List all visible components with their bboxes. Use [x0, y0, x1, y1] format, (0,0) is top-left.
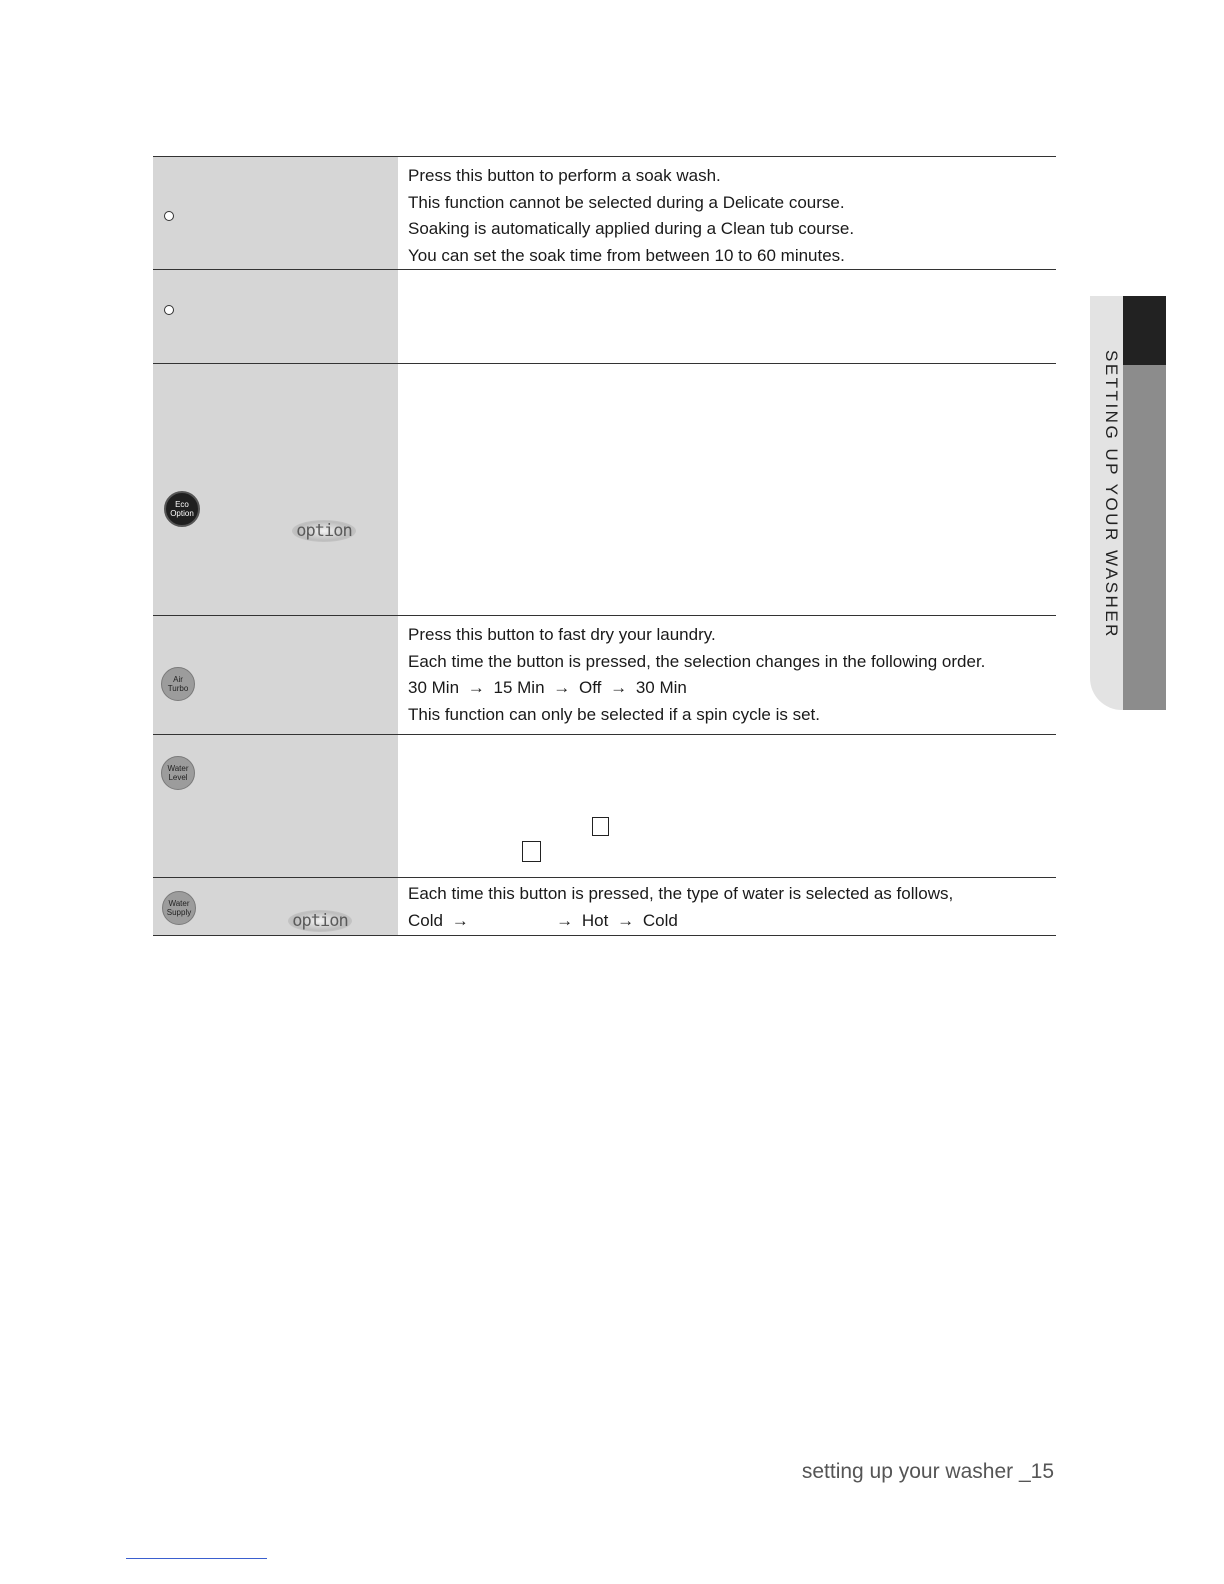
option-badge: option: [292, 520, 356, 542]
water-level-label-2: Level: [168, 773, 188, 782]
row-eco-option-description: [398, 364, 1056, 615]
text-line: Each time the button is pressed, the selection changes in the following order.: [408, 651, 986, 671]
chapter-tab-bar: [1123, 365, 1166, 710]
eco-option-label-1: Eco: [175, 500, 189, 509]
text-line: Soaking is automatically applied during a Clean tub course.: [408, 219, 855, 238]
arrow-right-icon: →: [610, 678, 628, 697]
sequence-line: [408, 675, 1056, 702]
row-soak-description: [398, 157, 1056, 269]
text-line: You can set the soak time from between 10 to 60 minutes.: [408, 245, 845, 265]
water-supply-button-icon: [162, 891, 196, 925]
chapter-tab-marker: [1123, 296, 1166, 365]
eco-option-button-icon: [164, 491, 200, 527]
row-water-level-label-cell: [153, 735, 398, 877]
sequence-line: [408, 908, 1056, 935]
row-2: [153, 270, 1056, 364]
water-level-label-1: Water: [167, 764, 189, 773]
row-eco-option: [153, 364, 1056, 616]
arrow-right-icon: →: [617, 910, 635, 930]
arrow-right-icon: →: [556, 910, 574, 930]
row-water-supply: [153, 878, 1056, 936]
row-2-label-cell: [153, 270, 398, 363]
checkbox-icon: [592, 817, 609, 836]
arrow-right-icon: →: [467, 678, 485, 697]
sequence-step: 30 Min: [635, 678, 687, 697]
air-turbo-label-2: Turbo: [167, 684, 189, 693]
arrow-right-icon: →: [553, 678, 571, 697]
checkbox-icon: [522, 841, 541, 862]
sequence-step: Off: [579, 678, 602, 697]
row-air-turbo: [153, 616, 1056, 735]
water-level-button-icon: [161, 756, 195, 790]
text-line: This function can only be selected if a spin cycle is set.: [408, 704, 820, 724]
row-soak: [153, 157, 1056, 270]
row-air-turbo-description: [398, 616, 1056, 734]
air-turbo-label-1: Air: [173, 675, 183, 684]
text-line: Each time this button is pressed, the type of water is selected as follows,: [408, 884, 954, 903]
sequence-step: Cold: [408, 910, 443, 930]
sequence-step: 30 Min: [408, 678, 460, 697]
row-water-supply-description: [398, 878, 1056, 935]
radio-icon: [164, 305, 174, 315]
arrow-right-icon: →: [451, 910, 469, 930]
text-line: Press this button to perform a soak wash.: [408, 166, 721, 185]
option-badge: option: [288, 910, 352, 932]
text-line: Press this button to fast dry your laundry.: [408, 625, 716, 644]
chapter-tab-label: SETTING UP YOUR WASHER: [1102, 350, 1121, 639]
air-turbo-button-icon: [161, 667, 195, 701]
row-air-turbo-label-cell: [153, 616, 398, 734]
row-eco-option-label-cell: [153, 364, 398, 615]
page-footer: setting up your washer _15: [801, 1460, 1054, 1483]
sequence-step: 15 Min: [493, 678, 545, 697]
row-water-supply-label-cell: [153, 878, 398, 935]
radio-icon: [164, 211, 174, 221]
row-2-description: [398, 270, 1056, 363]
eco-option-label-2: Option: [170, 509, 194, 518]
function-table: [153, 156, 1056, 936]
row-water-level-description: [398, 735, 1056, 877]
sequence-step: Cold: [642, 910, 678, 930]
bottom-rule: [126, 1558, 267, 1559]
water-supply-label-2: Supply: [166, 908, 192, 917]
water-supply-label-1: Water: [168, 899, 190, 908]
row-water-level: [153, 735, 1056, 878]
text-line: This function cannot be selected during a Delicate course.: [408, 192, 845, 212]
row-soak-label-cell: [153, 157, 398, 269]
sequence-step: Hot: [581, 910, 609, 930]
